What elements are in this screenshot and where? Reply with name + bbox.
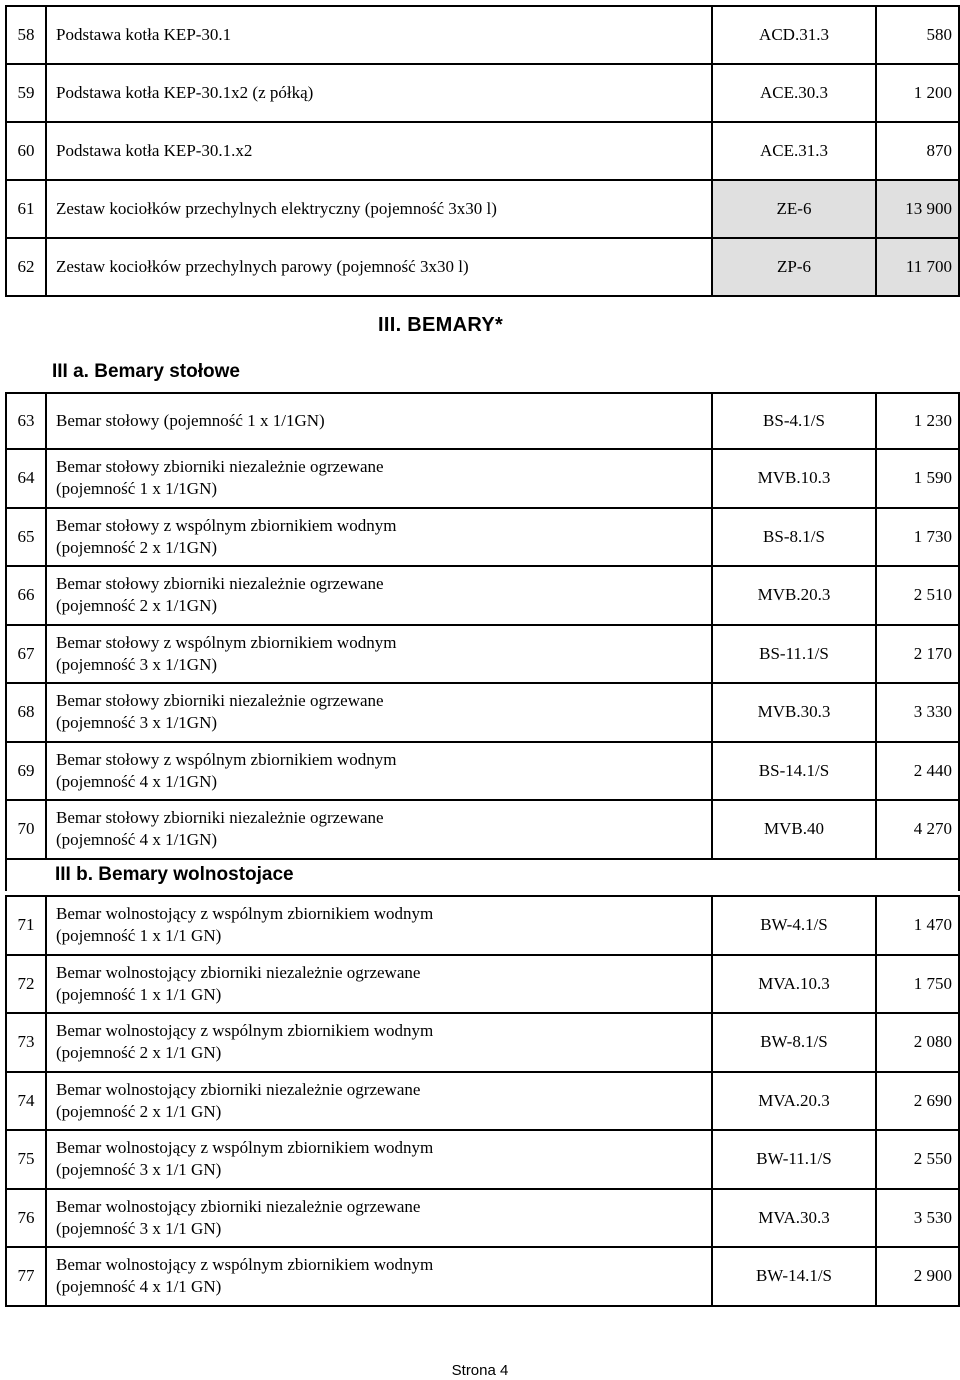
row-price: 2 080 [876,1013,959,1072]
row-description-line2: (pojemność 4 x 1/1GN) [56,771,218,791]
row-price: 4 270 [876,800,959,859]
row-description-line2: (pojemność 1 x 1/1GN) [56,479,218,499]
row-price: 1 590 [876,449,959,508]
row-description-line2: (pojemność 1 x 1/1 GN) [56,984,222,1004]
row-description-line2: (pojemność 3 x 1/1 GN) [56,1218,222,1238]
row-number: 72 [6,955,46,1014]
row-price: 580 [876,6,959,64]
row-description-line2: (pojemność 3 x 1/1GN) [56,654,218,674]
row-price: 870 [876,122,959,180]
row-number: 76 [6,1189,46,1248]
row-description [46,1013,712,1072]
row-price: 13 900 [876,180,959,238]
row-code: MVB.30.3 [712,683,876,742]
row-price: 2 690 [876,1072,959,1131]
row-description: Podstawa kotła KEP-30.1 [46,6,712,64]
table-row [6,180,959,238]
row-price: 3 530 [876,1189,959,1248]
row-code: BW-11.1/S [712,1130,876,1189]
table-row [6,566,959,625]
empty-cell [6,859,46,891]
row-price: 1 750 [876,955,959,1014]
row-number: 62 [6,238,46,296]
row-code: BS-11.1/S [712,625,876,684]
row-price: 1 470 [876,896,959,955]
subsection-row-b [6,859,959,891]
row-number: 60 [6,122,46,180]
table-row [6,1247,959,1306]
row-price: 2 440 [876,742,959,801]
row-description-line1: Bemar wolnostojący z wspólnym zbiornikiem wodnym [56,1021,434,1041]
row-number: 58 [6,6,46,64]
row-number: 64 [6,449,46,508]
table-row [6,508,959,567]
row-description-line1: Bemar wolnostojący z wspólnym zbiornikiem wodnym [56,904,434,924]
table-row [6,393,959,449]
row-description-line1: Bemar stołowy zbiorniki niezależnie ogrzewane [56,691,384,711]
row-code: MVA.20.3 [712,1072,876,1131]
row-number: 70 [6,800,46,859]
row-number: 61 [6,180,46,238]
table-row [6,6,959,64]
table-row [6,238,959,296]
row-description [46,449,712,508]
row-code: MVA.10.3 [712,955,876,1014]
row-number: 66 [6,566,46,625]
row-number: 74 [6,1072,46,1131]
row-price: 2 900 [876,1247,959,1306]
row-description-line2: (pojemność 2 x 1/1GN) [56,537,218,557]
row-description-line1: Bemar stołowy zbiorniki niezależnie ogrzewane [56,574,384,594]
row-description: Podstawa kotła KEP-30.1.x2 [46,122,712,180]
row-description: Zestaw kociołków przechylnych elektryczny (pojemność 3x30 l) [46,180,712,238]
row-description-line2: (pojemność 2 x 1/1 GN) [56,1043,222,1063]
row-description-line1: Bemar wolnostojący zbiorniki niezależnie ogrzewane [56,1196,421,1216]
row-description-line2: (pojemność 3 x 1/1GN) [56,713,218,733]
row-description-line1: Bemar stołowy z wspólnym zbiornikiem wodnym [56,632,397,652]
row-description-line2: (pojemność 3 x 1/1 GN) [56,1160,222,1180]
price-table-row-63 [5,392,960,450]
row-number: 73 [6,1013,46,1072]
row-code: MVB.40 [712,800,876,859]
row-number: 77 [6,1247,46,1306]
row-description: Bemar stołowy (pojemność 1 x 1/1GN) [46,393,712,449]
row-description: Zestaw kociołków przechylnych parowy (pojemność 3x30 l) [46,238,712,296]
row-number: 69 [6,742,46,801]
page-footer: Strona 4 [451,1362,509,1379]
price-table-section-a [5,448,960,891]
row-description [46,1130,712,1189]
row-description [46,1072,712,1131]
table-row [6,122,959,180]
row-code: BS-8.1/S [712,508,876,567]
row-code: ZE-6 [712,180,876,238]
row-description-line2: (pojemność 4 x 1/1GN) [56,830,218,850]
row-description [46,508,712,567]
row-description-line1: Bemar wolnostojący zbiorniki niezależnie ogrzewane [56,1079,421,1099]
table-row [6,683,959,742]
row-description-line1: Bemar stołowy z wspólnym zbiornikiem wodnym [56,515,397,535]
row-description [46,625,712,684]
row-code: MVA.30.3 [712,1189,876,1248]
row-price: 2 510 [876,566,959,625]
subsection-title-b: III b. Bemary wolnostojace [46,859,959,891]
row-code: MVB.10.3 [712,449,876,508]
row-description: Podstawa kotła KEP-30.1x2 (z półką) [46,64,712,122]
row-code: ACE.31.3 [712,122,876,180]
row-price: 1 230 [876,393,959,449]
table-row [6,1072,959,1131]
row-description-line2: (pojemność 4 x 1/1 GN) [56,1277,222,1297]
row-price: 11 700 [876,238,959,296]
section-title: III. BEMARY* [378,314,504,336]
row-description [46,955,712,1014]
row-price: 3 330 [876,683,959,742]
row-description-line1: Bemar stołowy zbiorniki niezależnie ogrzewane [56,457,384,477]
row-price: 1 200 [876,64,959,122]
table-row [6,742,959,801]
row-number: 68 [6,683,46,742]
table-row [6,800,959,859]
row-description-line2: (pojemność 1 x 1/1 GN) [56,926,222,946]
row-code: ZP-6 [712,238,876,296]
table-row [6,1189,959,1248]
row-description-line1: Bemar wolnostojący z wspólnym zbiornikiem wodnym [56,1138,434,1158]
row-description [46,896,712,955]
row-description [46,800,712,859]
row-price: 1 730 [876,508,959,567]
table-row [6,625,959,684]
row-code: ACD.31.3 [712,6,876,64]
row-price: 2 550 [876,1130,959,1189]
row-description-line2: (pojemność 2 x 1/1GN) [56,596,218,616]
row-description [46,683,712,742]
row-number: 59 [6,64,46,122]
row-description-line1: Bemar stołowy z wspólnym zbiornikiem wodnym [56,749,397,769]
row-number: 75 [6,1130,46,1189]
row-code: ACE.30.3 [712,64,876,122]
row-description-line1: Bemar stołowy zbiorniki niezależnie ogrzewane [56,808,384,828]
table-row [6,449,959,508]
table-row [6,955,959,1014]
row-code: BS-14.1/S [712,742,876,801]
row-code: BS-4.1/S [712,393,876,449]
price-table-section-b [5,895,960,1307]
row-number: 63 [6,393,46,449]
row-number: 65 [6,508,46,567]
row-description [46,1189,712,1248]
row-description-line2: (pojemność 2 x 1/1 GN) [56,1101,222,1121]
row-code: BW-14.1/S [712,1247,876,1306]
table-row [6,1013,959,1072]
row-code: BW-8.1/S [712,1013,876,1072]
row-description [46,566,712,625]
row-code: MVB.20.3 [712,566,876,625]
row-code: BW-4.1/S [712,896,876,955]
row-number: 71 [6,896,46,955]
table-row [6,1130,959,1189]
row-description [46,1247,712,1306]
subsection-title-a: III a. Bemary stołowe [52,361,240,382]
row-description-line1: Bemar wolnostojący zbiorniki niezależnie ogrzewane [56,962,421,982]
table-row [6,64,959,122]
row-number: 67 [6,625,46,684]
table-row [6,896,959,955]
row-description-line1: Bemar wolnostojący z wspólnym zbiornikiem wodnym [56,1255,434,1275]
row-description [46,742,712,801]
row-price: 2 170 [876,625,959,684]
price-table-top [5,5,960,297]
